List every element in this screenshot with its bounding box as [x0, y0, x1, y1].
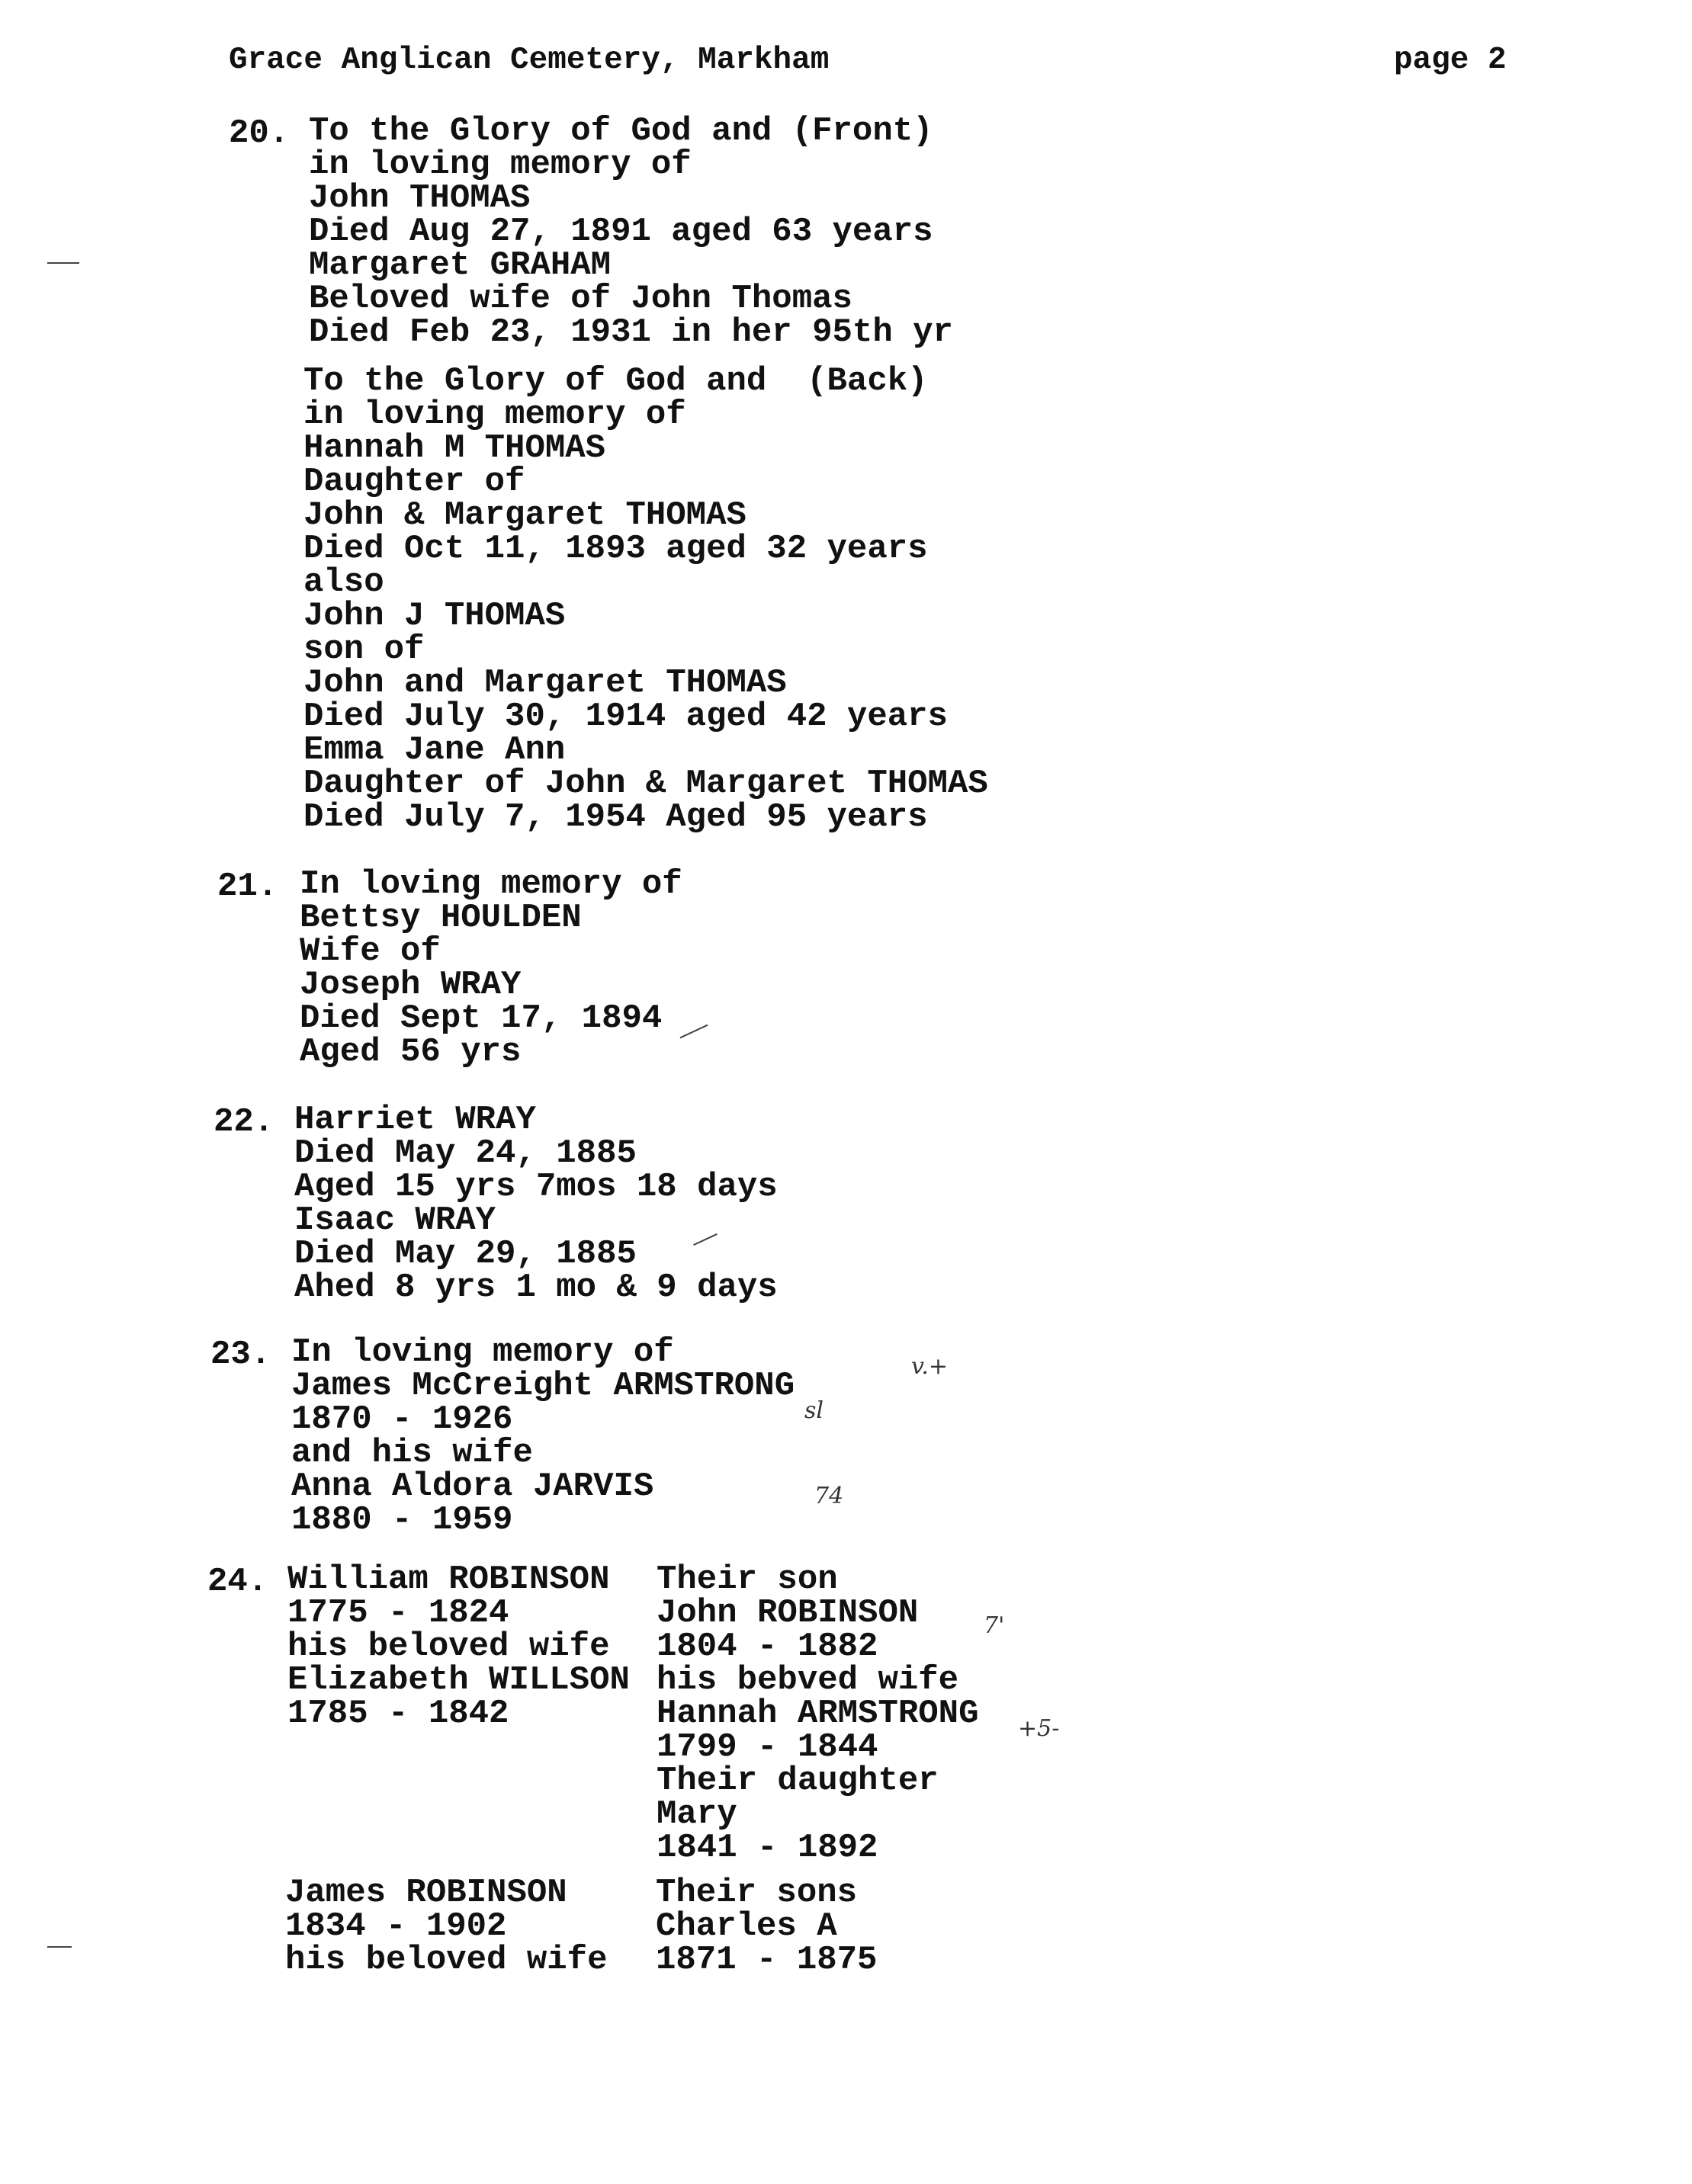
- entry-22: [294, 1101, 778, 1307]
- entry-24-right-bottom: [656, 1876, 877, 1977]
- entry-line: Their sons: [656, 1874, 858, 1912]
- entry-line: James McCreight ARMSTRONG: [291, 1367, 795, 1405]
- document-title: Grace Anglican Cemetery, Markham: [229, 43, 830, 78]
- page-number: page 2: [1394, 43, 1507, 78]
- entry-line: John & Margaret THOMAS: [303, 496, 746, 534]
- entry-line: Daughter of: [303, 463, 525, 501]
- entry-line: James ROBINSON: [285, 1874, 567, 1912]
- entry-21: [300, 865, 682, 1071]
- entry-line: Died July 30, 1914 aged 42 years: [303, 698, 948, 736]
- entry-line: Isaac WRAY: [294, 1201, 496, 1240]
- entry-line: To the Glory of God and (Back): [303, 362, 928, 400]
- entry-line: 1871 - 1875: [656, 1941, 878, 1979]
- entry-line: Their son: [657, 1560, 838, 1599]
- entry-line: his bebved wife: [657, 1661, 959, 1699]
- entry-line: Died Feb 23, 1931 in her 95th yr: [309, 313, 953, 351]
- entry-line: Daughter of John & Margaret THOMAS: [303, 765, 988, 803]
- entry-line: his beloved wife: [287, 1628, 610, 1666]
- entry-line: 1870 - 1926: [291, 1400, 513, 1438]
- entry-line: Died Aug 27, 1891 aged 63 years: [309, 213, 933, 251]
- entry-20-front: [309, 114, 953, 349]
- entry-line: In loving memory of: [291, 1333, 674, 1371]
- entry-number-23: 23.: [210, 1336, 271, 1374]
- entry-line: Margaret GRAHAM: [309, 246, 612, 284]
- entry-line: Wife of: [300, 932, 441, 970]
- entry-line: Aged 56 yrs: [300, 1033, 522, 1071]
- entry-line: Hannah M THOMAS: [303, 429, 606, 467]
- entry-line: 1841 - 1892: [657, 1829, 878, 1867]
- entry-line: John ROBINSON: [657, 1594, 919, 1632]
- entry-line: John and Margaret THOMAS: [303, 664, 787, 702]
- entry-line: Charles A: [656, 1907, 837, 1945]
- entry-line: Died May 29, 1885: [294, 1235, 637, 1273]
- entry-line: Aged 15 yrs 7mos 18 days: [294, 1168, 778, 1206]
- entry-line: Mary: [657, 1795, 737, 1833]
- handwritten-mark: v.+: [911, 1353, 949, 1380]
- entry-line: his beloved wife: [285, 1941, 608, 1979]
- handwritten-mark: sl: [804, 1397, 824, 1424]
- entry-23: [291, 1333, 795, 1539]
- entry-20-back: [303, 364, 988, 834]
- entry-line: Died May 24, 1885: [294, 1134, 637, 1172]
- entry-line: Joseph WRAY: [300, 966, 522, 1004]
- entry-line: 1804 - 1882: [657, 1628, 878, 1666]
- handwritten-mark: 74: [814, 1483, 844, 1509]
- entry-number-24: 24.: [207, 1563, 268, 1601]
- entry-line: Anna Aldora JARVIS: [291, 1467, 654, 1506]
- entry-line: 1834 - 1902: [285, 1907, 507, 1945]
- entry-line: Ahed 8 yrs 1 mo & 9 days: [294, 1268, 778, 1307]
- entry-line: Beloved wife of John Thomas: [309, 280, 852, 318]
- entry-24-left-bottom: [285, 1876, 607, 1977]
- entry-line: 1785 - 1842: [287, 1695, 509, 1733]
- entry-line: To the Glory of God and (Front): [309, 112, 933, 150]
- entry-line: John J THOMAS: [303, 597, 566, 635]
- entry-number-20: 20.: [229, 114, 290, 152]
- entry-line: Their daughter: [657, 1762, 939, 1800]
- entry-number-21: 21.: [217, 868, 278, 906]
- entry-line: Hannah ARMSTRONG: [657, 1695, 979, 1733]
- entry-line: 1775 - 1824: [287, 1594, 509, 1632]
- entry-line: Emma Jane Ann: [303, 731, 566, 769]
- margin-mark: [47, 262, 79, 264]
- entry-number-22: 22.: [214, 1103, 275, 1141]
- entry-line: John THOMAS: [309, 179, 531, 217]
- entry-line: Died Sept 17, 1894: [300, 999, 663, 1037]
- entry-line: Bettsy HOULDEN: [300, 899, 582, 937]
- entry-line: 1880 - 1959: [291, 1501, 513, 1539]
- entry-line: Harriet WRAY: [294, 1101, 536, 1139]
- entry-line: in loving memory of: [309, 146, 692, 184]
- entry-line: In loving memory of: [300, 865, 682, 903]
- handwritten-mark: +5-: [1018, 1715, 1060, 1742]
- entry-line: and his wife: [291, 1434, 533, 1472]
- entry-line: son of: [303, 630, 425, 669]
- pencil-tick: [679, 1025, 708, 1039]
- entry-24-right-top: [657, 1560, 979, 1867]
- entry-line: 1799 - 1844: [657, 1728, 878, 1766]
- handwritten-mark: 7': [984, 1612, 1005, 1639]
- entry-24-left-top: [287, 1560, 630, 1733]
- entry-line: Died Oct 11, 1893 aged 32 years: [303, 530, 928, 568]
- entry-line: Died July 7, 1954 Aged 95 years: [303, 798, 928, 836]
- entry-line: also: [303, 563, 384, 601]
- entry-line: William ROBINSON: [287, 1560, 610, 1599]
- margin-mark: [47, 1946, 72, 1948]
- entry-line: in loving memory of: [303, 396, 686, 434]
- entry-line: Elizabeth WILLSON: [287, 1661, 630, 1699]
